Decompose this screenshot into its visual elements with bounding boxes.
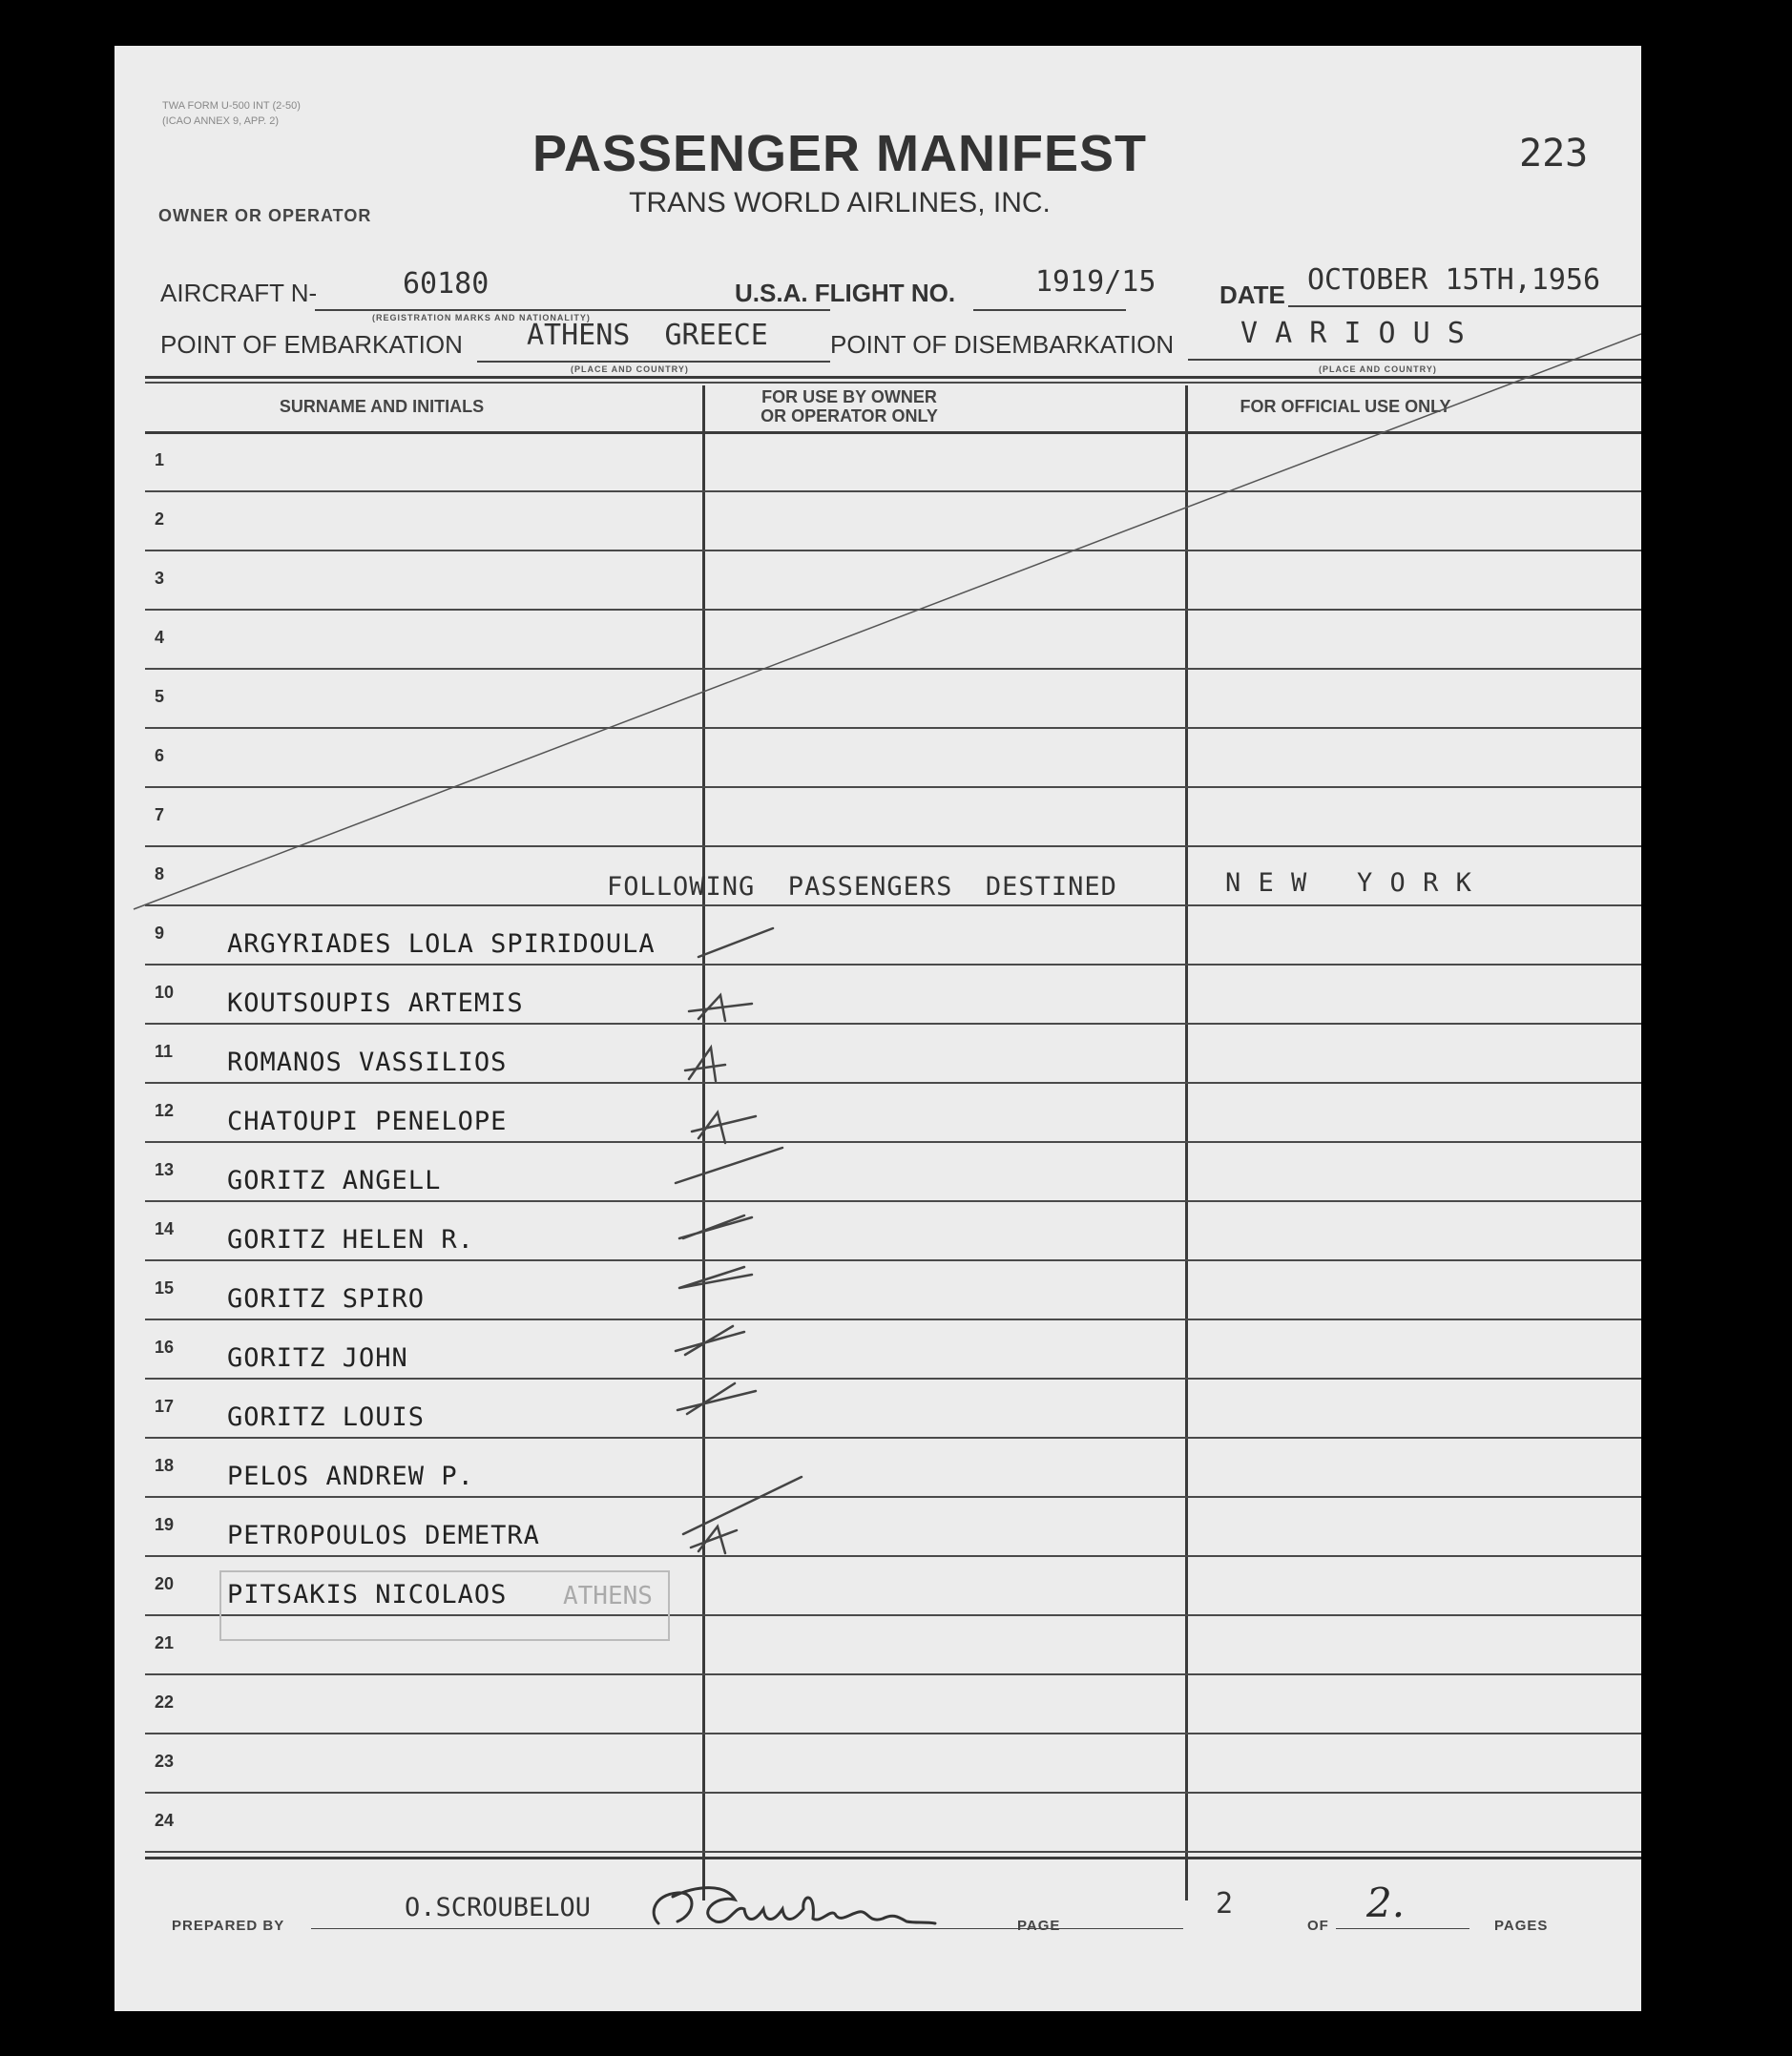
passenger-name: PITSAKIS NICOLAOS (227, 1580, 508, 1609)
check-marks (115, 46, 1641, 2011)
row-number: 24 (155, 1811, 175, 1830)
check-mark (691, 1526, 737, 1553)
underline (1069, 1928, 1183, 1929)
check-mark (683, 1477, 802, 1534)
row-number: 13 (155, 1160, 175, 1179)
row-number: 20 (155, 1574, 175, 1593)
total-pages-value: 2. (1366, 1879, 1406, 1926)
page-title: PASSENGER MANIFEST (531, 125, 1148, 182)
form-code-line: (ICAO ANNEX 9, APP. 2) (162, 115, 280, 127)
check-mark (689, 995, 752, 1021)
passenger-name: GORITZ HELEN R. (227, 1225, 474, 1255)
row-number: 3 (155, 569, 165, 588)
passenger-name: GORITZ ANGELL (227, 1166, 442, 1195)
passenger-name: ROMANOS VASSILIOS (227, 1048, 508, 1077)
flight-label: U.S.A. FLIGHT NO. (735, 279, 956, 307)
row-number: 18 (155, 1456, 175, 1475)
row-number: 14 (155, 1219, 175, 1238)
row-number: 11 (155, 1042, 174, 1061)
column-header-surname: SURNAME AND INITIALS (279, 397, 485, 416)
column-header-owner-line: FOR USE BY OWNER (761, 387, 937, 406)
aircraft-sublabel: (REGISTRATION MARKS AND NATIONALITY) (372, 313, 591, 322)
row-number: 7 (155, 805, 165, 824)
passenger-name: PELOS ANDREW P. (227, 1462, 474, 1491)
passenger-name: GORITZ LOUIS (227, 1402, 426, 1432)
check-mark (677, 1383, 756, 1414)
check-mark (679, 1267, 752, 1288)
passenger-name: GORITZ JOHN (227, 1343, 408, 1373)
check-mark (685, 1048, 725, 1081)
row-number: 16 (155, 1338, 175, 1357)
row-number: 10 (155, 983, 175, 1002)
check-mark (698, 928, 773, 957)
row-number: 1 (155, 450, 165, 469)
check-mark (676, 1326, 744, 1355)
row-number: 12 (155, 1101, 175, 1120)
page-value: 2 (1216, 1887, 1234, 1921)
row-number: 15 (155, 1278, 175, 1298)
flight-value: 1919/15 (1035, 265, 1156, 299)
manifest-sheet (115, 46, 1641, 2011)
row-number: 17 (155, 1397, 175, 1416)
underline (1336, 1928, 1469, 1929)
page-label: PAGE (1017, 1918, 1061, 1934)
signature (639, 1876, 954, 1942)
form-code-line: TWA FORM U-500 INT (2-50) (162, 100, 301, 112)
row-number: 19 (155, 1515, 175, 1534)
prepared-by-label: PREPARED BY (172, 1918, 285, 1934)
passenger-name: KOUTSOUPIS ARTEMIS (227, 988, 524, 1018)
owner-label: OWNER OR OPERATOR (158, 206, 372, 225)
row-number: 22 (155, 1693, 175, 1712)
destination-value: N E W Y O R K (1225, 868, 1472, 898)
disembarkation-label: POINT OF DISEMBARKATION (830, 330, 1175, 359)
row-number: 8 (155, 864, 165, 883)
disembarkation-value: V A R I O U S (1240, 317, 1465, 350)
check-mark (679, 1215, 752, 1238)
row-number: 2 (155, 509, 165, 529)
column-header-owner-line: OR OPERATOR ONLY (761, 406, 938, 426)
page-stamp-number: 223 (1519, 132, 1589, 176)
destination-note: FOLLOWING PASSENGERS DESTINED (607, 872, 1117, 902)
row-number: 23 (155, 1752, 175, 1771)
passenger-name: CHATOUPI PENELOPE (227, 1107, 508, 1136)
passenger-name: ARGYRIADES LOLA SPIRIDOULA (227, 929, 656, 959)
prepared-by-value: O.SCROUBELOU (405, 1893, 592, 1922)
diagonal-line (134, 334, 1641, 909)
embarkation-value: ATHENS GREECE (527, 319, 768, 352)
of-label: OF (1307, 1918, 1329, 1934)
passenger-name: GORITZ SPIRO (227, 1284, 426, 1314)
row-number: 21 (155, 1633, 175, 1652)
check-mark (692, 1112, 756, 1143)
row-number: 4 (155, 628, 165, 647)
date-label: DATE (1219, 280, 1285, 309)
column-header-official: FOR OFFICIAL USE ONLY (1240, 397, 1451, 416)
stamp-text: ATHENS (563, 1582, 653, 1610)
row-number: 5 (155, 687, 165, 706)
disembarkation-sublabel: (PLACE AND COUNTRY) (1319, 364, 1437, 374)
airline-name: TRANS WORLD AIRLINES, INC. (629, 187, 1051, 218)
date-value: OCTOBER 15TH,1956 (1307, 263, 1601, 297)
aircraft-label: AIRCRAFT N- (160, 279, 318, 307)
embarkation-label: POINT OF EMBARKATION (160, 330, 463, 359)
row-number: 9 (155, 924, 165, 943)
passenger-name: PETROPOULOS DEMETRA (227, 1521, 540, 1550)
row-number: 6 (155, 746, 165, 765)
pages-label: PAGES (1494, 1918, 1549, 1934)
embarkation-sublabel: (PLACE AND COUNTRY) (571, 364, 689, 374)
aircraft-value: 60180 (403, 267, 490, 301)
check-mark (676, 1148, 782, 1183)
